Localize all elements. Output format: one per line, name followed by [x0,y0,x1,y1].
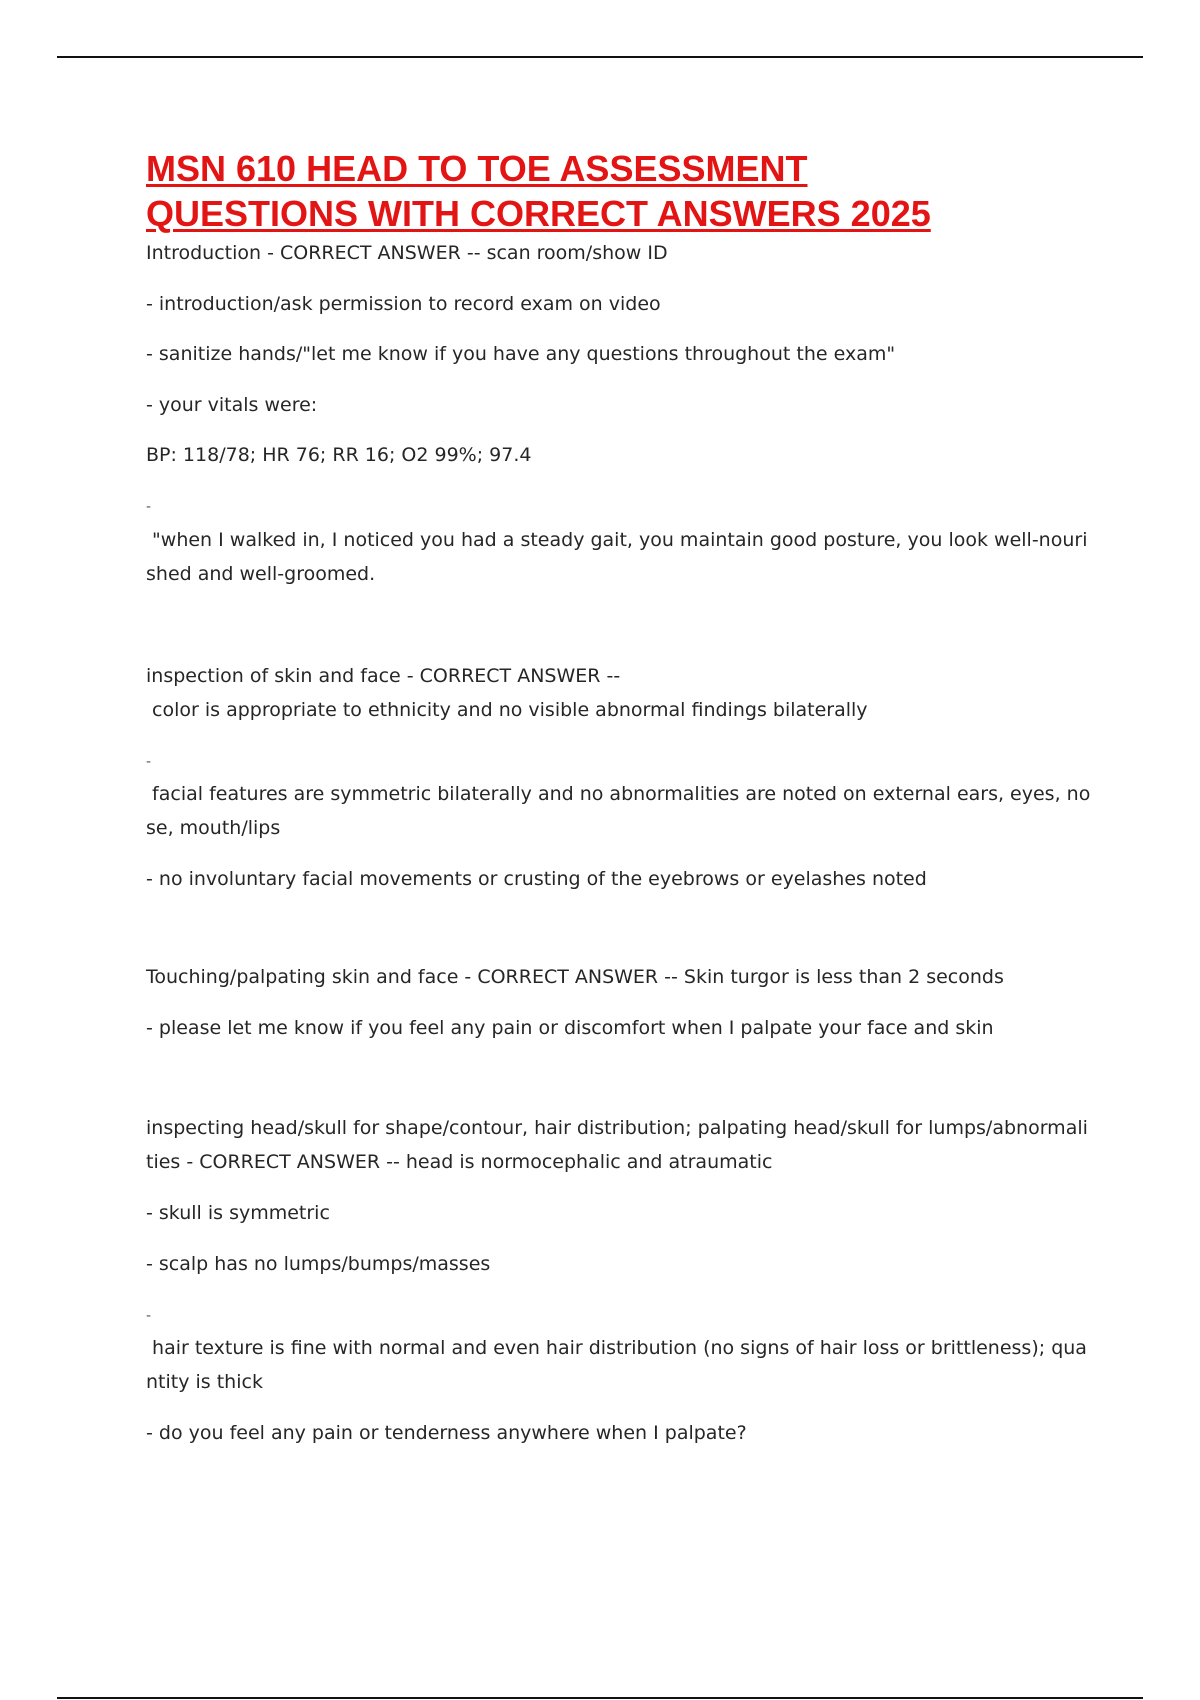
vitals-values: BP: 118/78; HR 76; RR 16; O2 99%; 97.4 [146,444,532,466]
scalp-finding: - scalp has no lumps/bumps/masses [146,1253,491,1275]
dash-separator: - [146,499,152,515]
facial-movements-finding: - no involuntary facial movements or crusting of the eyebrows or eyelashes noted [146,868,927,890]
title-line-2: QUESTIONS WITH CORRECT ANSWERS 2025 [146,193,931,234]
intro-step-vitals: - your vitals were: [146,394,318,416]
hair-texture-finding: hair texture is fine with normal and even hair distribution (no signs of hair loss or brittleness); quantity is thick [146,1337,1087,1393]
top-rule [57,56,1143,58]
dash-separator: - [146,754,152,770]
palpating-skin-answer: Touching/palpating skin and face - CORRECT ANSWER -- Skin turgor is less than 2 seconds [146,966,1004,988]
general-survey-text: "when I walked in, I noticed you had a steady gait, you maintain good posture, you look well-nourished and well-groomed. [146,529,1088,585]
title-line-1: MSN 610 HEAD TO TOE ASSESSMENT [146,148,808,189]
skin-face-inspection-answer: inspection of skin and face - CORRECT ANSWER -- [146,665,621,687]
head-skull-answer: inspecting head/skull for shape/contour, hair distribution; palpating head/skull for lumps/abnormalities - CORRECT ANSWER -- head is normocephalic and atraumatic [146,1117,1088,1173]
intro-step-permission: - introduction/ask permission to record exam on video [146,293,661,315]
facial-features-finding: facial features are symmetric bilaterally and no abnormalities are noted on external ears, eyes, nose, mouth/lips [146,783,1091,839]
intro-answer: Introduction - CORRECT ANSWER -- scan room/show ID [146,242,668,264]
dash-separator: - [146,1308,152,1324]
skin-color-finding: color is appropriate to ethnicity and no visible abnormal findings bilaterally [146,699,868,721]
bottom-rule [57,1697,1143,1699]
intro-step-sanitize: - sanitize hands/"let me know if you have any questions throughout the exam" [146,343,896,365]
skull-symmetric: - skull is symmetric [146,1202,330,1224]
palpating-pain-question: - please let me know if you feel any pain or discomfort when I palpate your face and skin [146,1017,994,1039]
tenderness-question: - do you feel any pain or tenderness anywhere when I palpate? [146,1422,747,1444]
document-title [146,146,1106,236]
